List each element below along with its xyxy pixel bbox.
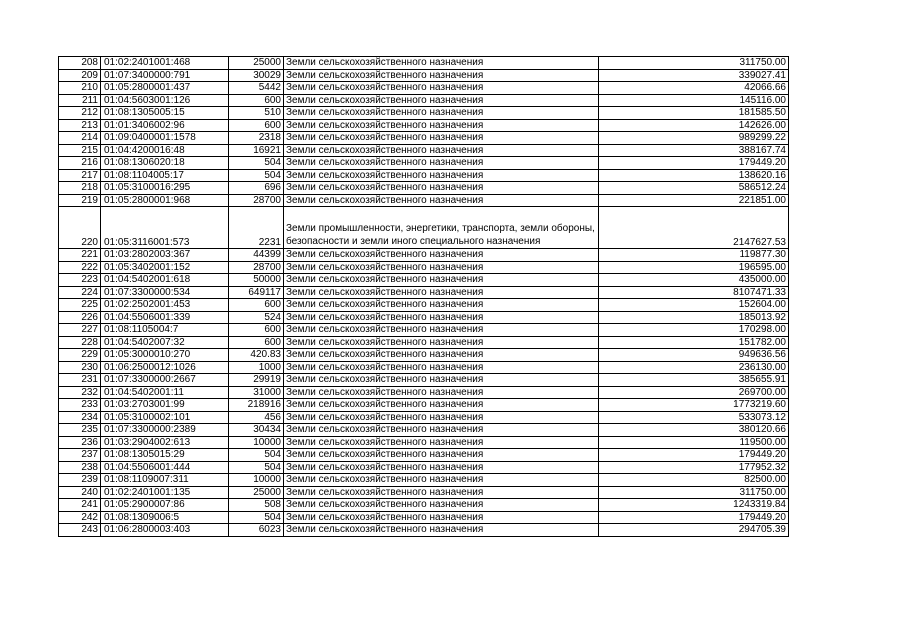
row-number-cell: 212 — [59, 107, 101, 120]
area-cell: 2231 — [229, 207, 284, 249]
cadastral-value-cell: 221851.00 — [599, 194, 789, 207]
cadastral-value-cell: 119500.00 — [599, 436, 789, 449]
area-cell: 44399 — [229, 249, 284, 262]
land-category-cell: Земли сельскохозяйственного назначения — [284, 144, 599, 157]
cadastral-value-cell: 179449.20 — [599, 511, 789, 524]
table-row — [59, 157, 789, 170]
land-category-cell: Земли сельскохозяйственного назначения — [284, 349, 599, 362]
row-number-cell: 219 — [59, 194, 101, 207]
table-row — [59, 311, 789, 324]
cadastral-number-cell: 01:05:3116001:573 — [101, 207, 229, 249]
land-category-cell: Земли сельскохозяйственного назначения — [284, 411, 599, 424]
table-row — [59, 194, 789, 207]
area-cell: 30029 — [229, 69, 284, 82]
cadastral-number-cell: 01:04:5402007:32 — [101, 336, 229, 349]
cadastral-value-cell: 269700.00 — [599, 386, 789, 399]
table-row — [59, 524, 789, 537]
table-row — [59, 499, 789, 512]
table-row — [59, 436, 789, 449]
area-cell: 600 — [229, 324, 284, 337]
land-category-cell: Земли сельскохозяйственного назначения — [284, 311, 599, 324]
cadastral-value-cell: 236130.00 — [599, 361, 789, 374]
land-category-cell: Земли сельскохозяйственного назначения — [284, 336, 599, 349]
cadastral-value-cell: 385655.91 — [599, 374, 789, 387]
land-category-cell: Земли сельскохозяйственного назначения — [284, 274, 599, 287]
area-cell: 6023 — [229, 524, 284, 537]
row-number-cell: 213 — [59, 119, 101, 132]
row-number-cell: 224 — [59, 286, 101, 299]
row-number-cell: 235 — [59, 424, 101, 437]
land-category-cell: Земли сельскохозяйственного назначения — [284, 324, 599, 337]
cadastral-value-cell: 145116.00 — [599, 94, 789, 107]
table-row — [59, 182, 789, 195]
cadastral-number-cell: 01:07:3300000:2667 — [101, 374, 229, 387]
cadastral-number-cell: 01:07:3300000:2389 — [101, 424, 229, 437]
row-number-cell: 236 — [59, 436, 101, 449]
cadastral-value-cell: 181585.50 — [599, 107, 789, 120]
area-cell: 508 — [229, 499, 284, 512]
cadastral-number-cell: 01:03:2802003:367 — [101, 249, 229, 262]
cadastral-value-cell: 119877.30 — [599, 249, 789, 262]
cadastral-number-cell: 01:04:5506001:339 — [101, 311, 229, 324]
land-category-cell: Земли сельскохозяйственного назначения — [284, 249, 599, 262]
cadastral-number-cell: 01:03:2904002:613 — [101, 436, 229, 449]
table-row — [59, 511, 789, 524]
land-category-cell: Земли сельскохозяйственного назначения — [284, 424, 599, 437]
land-category-cell: Земли сельскохозяйственного назначения — [284, 361, 599, 374]
cadastral-number-cell: 01:05:3100016:295 — [101, 182, 229, 195]
land-category-cell: Земли сельскохозяйственного назначения — [284, 386, 599, 399]
table-row — [59, 249, 789, 262]
land-category-cell: Земли сельскохозяйственного назначения — [284, 132, 599, 145]
row-number-cell: 231 — [59, 374, 101, 387]
table-row — [59, 411, 789, 424]
row-number-cell: 240 — [59, 486, 101, 499]
table-row — [59, 107, 789, 120]
table-row — [59, 336, 789, 349]
table-row — [59, 261, 789, 274]
row-number-cell: 229 — [59, 349, 101, 362]
table-row — [59, 82, 789, 95]
cadastral-value-cell: 435000.00 — [599, 274, 789, 287]
row-number-cell: 214 — [59, 132, 101, 145]
table-row — [59, 449, 789, 462]
cadastral-number-cell: 01:05:2800001:437 — [101, 82, 229, 95]
land-category-cell: Земли сельскохозяйственного назначения — [284, 474, 599, 487]
land-category-cell: Земли сельскохозяйственного назначения — [284, 449, 599, 462]
area-cell: 600 — [229, 336, 284, 349]
row-number-cell: 243 — [59, 524, 101, 537]
row-number-cell: 239 — [59, 474, 101, 487]
land-category-cell: Земли сельскохозяйственного назначения — [284, 374, 599, 387]
area-cell: 504 — [229, 511, 284, 524]
land-category-cell: Земли сельскохозяйственного назначения — [284, 119, 599, 132]
land-category-cell: Земли промышленности, энергетики, транспорта, земли обороны, безопасности и земли иного специального назначения — [284, 207, 599, 249]
cadastral-number-cell: 01:06:2500012:1026 — [101, 361, 229, 374]
land-category-cell: Земли сельскохозяйственного назначения — [284, 524, 599, 537]
row-number-cell: 220 — [59, 207, 101, 249]
cadastral-number-cell: 01:07:3400000:791 — [101, 69, 229, 82]
cadastral-value-cell: 1773219.60 — [599, 399, 789, 412]
row-number-cell: 225 — [59, 299, 101, 312]
area-cell: 10000 — [229, 436, 284, 449]
table-row — [59, 274, 789, 287]
land-category-cell: Земли сельскохозяйственного назначения — [284, 82, 599, 95]
area-cell: 10000 — [229, 474, 284, 487]
land-category-cell: Земли сельскохозяйственного назначения — [284, 499, 599, 512]
cadastral-value-cell: 151782.00 — [599, 336, 789, 349]
land-category-cell: Земли сельскохозяйственного назначения — [284, 157, 599, 170]
table-row — [59, 94, 789, 107]
land-category-cell: Земли сельскохозяйственного назначения — [284, 194, 599, 207]
table-row — [59, 349, 789, 362]
table-row — [59, 207, 789, 249]
land-category-cell: Земли сельскохозяйственного назначения — [284, 261, 599, 274]
cadastral-value-cell: 185013.92 — [599, 311, 789, 324]
area-cell: 29919 — [229, 374, 284, 387]
land-category-cell: Земли сельскохозяйственного назначения — [284, 182, 599, 195]
area-cell: 25000 — [229, 57, 284, 70]
area-cell: 649117 — [229, 286, 284, 299]
area-cell: 600 — [229, 94, 284, 107]
cadastral-value-cell: 949636.56 — [599, 349, 789, 362]
cadastral-number-cell: 01:08:1105004:7 — [101, 324, 229, 337]
cadastral-number-cell: 01:05:3402001:152 — [101, 261, 229, 274]
cadastral-value-cell: 586512.24 — [599, 182, 789, 195]
table-row — [59, 144, 789, 157]
cadastral-number-cell: 01:01:3406002:96 — [101, 119, 229, 132]
row-number-cell: 232 — [59, 386, 101, 399]
cadastral-value-cell: 179449.20 — [599, 449, 789, 462]
cadastral-number-cell: 01:08:1309006:5 — [101, 511, 229, 524]
land-category-cell: Земли сельскохозяйственного назначения — [284, 461, 599, 474]
land-category-cell: Земли сельскохозяйственного назначения — [284, 299, 599, 312]
table-row — [59, 424, 789, 437]
cadastral-value-cell: 8107471.33 — [599, 286, 789, 299]
cadastral-number-cell: 01:06:2800003:403 — [101, 524, 229, 537]
row-number-cell: 208 — [59, 57, 101, 70]
row-number-cell: 223 — [59, 274, 101, 287]
table-row — [59, 486, 789, 499]
table-row — [59, 69, 789, 82]
cadastral-number-cell: 01:02:2401001:468 — [101, 57, 229, 70]
cadastral-number-cell: 01:08:1306020:18 — [101, 157, 229, 170]
row-number-cell: 221 — [59, 249, 101, 262]
cadastral-number-cell: 01:04:5402001:618 — [101, 274, 229, 287]
row-number-cell: 210 — [59, 82, 101, 95]
land-category-cell: Земли сельскохозяйственного назначения — [284, 107, 599, 120]
cadastral-value-cell: 2147627.53 — [599, 207, 789, 249]
row-number-cell: 242 — [59, 511, 101, 524]
cadastral-value-cell: 170298.00 — [599, 324, 789, 337]
row-number-cell: 218 — [59, 182, 101, 195]
land-category-cell: Земли сельскохозяйственного назначения — [284, 94, 599, 107]
area-cell: 28700 — [229, 261, 284, 274]
land-category-cell: Земли сельскохозяйственного назначения — [284, 169, 599, 182]
cadastral-number-cell: 01:04:5402001:11 — [101, 386, 229, 399]
table-row — [59, 57, 789, 70]
row-number-cell: 241 — [59, 499, 101, 512]
area-cell: 25000 — [229, 486, 284, 499]
cadastral-value-cell: 989299.22 — [599, 132, 789, 145]
table-row — [59, 461, 789, 474]
area-cell: 218916 — [229, 399, 284, 412]
area-cell: 696 — [229, 182, 284, 195]
row-number-cell: 215 — [59, 144, 101, 157]
cadastral-value-cell: 388167.74 — [599, 144, 789, 157]
area-cell: 504 — [229, 449, 284, 462]
area-cell: 600 — [229, 119, 284, 132]
area-cell: 456 — [229, 411, 284, 424]
row-number-cell: 222 — [59, 261, 101, 274]
cadastral-number-cell: 01:04:4200016:48 — [101, 144, 229, 157]
cadastral-number-cell: 01:05:3100002:101 — [101, 411, 229, 424]
cadastral-number-cell: 01:05:2800001:968 — [101, 194, 229, 207]
cadastral-number-cell: 01:02:2502001:453 — [101, 299, 229, 312]
land-category-cell: Земли сельскохозяйственного назначения — [284, 511, 599, 524]
cadastral-value-cell: 152604.00 — [599, 299, 789, 312]
cadastral-number-cell: 01:08:1109007:311 — [101, 474, 229, 487]
cadastral-number-cell: 01:08:1305005:15 — [101, 107, 229, 120]
land-category-cell: Земли сельскохозяйственного назначения — [284, 57, 599, 70]
cadastral-value-cell: 196595.00 — [599, 261, 789, 274]
row-number-cell: 211 — [59, 94, 101, 107]
cadastral-number-cell: 01:02:2401001:135 — [101, 486, 229, 499]
row-number-cell: 226 — [59, 311, 101, 324]
land-category-cell: Земли сельскохозяйственного назначения — [284, 286, 599, 299]
area-cell: 30434 — [229, 424, 284, 437]
cadastral-value-cell: 294705.39 — [599, 524, 789, 537]
cadastral-number-cell: 01:09:0400001:1578 — [101, 132, 229, 145]
area-cell: 504 — [229, 157, 284, 170]
area-cell: 16921 — [229, 144, 284, 157]
area-cell: 1000 — [229, 361, 284, 374]
cadastral-value-cell: 138620.16 — [599, 169, 789, 182]
cadastral-number-cell: 01:03:2703001:99 — [101, 399, 229, 412]
area-cell: 2318 — [229, 132, 284, 145]
area-cell: 31000 — [229, 386, 284, 399]
table-row — [59, 399, 789, 412]
cadastral-number-cell: 01:04:5603001:126 — [101, 94, 229, 107]
cadastral-value-cell: 142626.00 — [599, 119, 789, 132]
cadastral-number-cell: 01:08:1104005:17 — [101, 169, 229, 182]
row-number-cell: 233 — [59, 399, 101, 412]
row-number-cell: 238 — [59, 461, 101, 474]
row-number-cell: 209 — [59, 69, 101, 82]
cadastral-value-cell: 42066.66 — [599, 82, 789, 95]
cadastral-value-cell: 311750.00 — [599, 57, 789, 70]
cadastral-number-cell: 01:05:3000010:270 — [101, 349, 229, 362]
land-category-cell: Земли сельскохозяйственного назначения — [284, 436, 599, 449]
row-number-cell: 228 — [59, 336, 101, 349]
table-row — [59, 474, 789, 487]
cadastral-value-cell: 380120.66 — [599, 424, 789, 437]
cadastral-number-cell: 01:07:3300000:534 — [101, 286, 229, 299]
table-body — [59, 57, 789, 537]
table-row — [59, 169, 789, 182]
area-cell: 420.83 — [229, 349, 284, 362]
cadastral-value-cell: 179449.20 — [599, 157, 789, 170]
table-row — [59, 361, 789, 374]
area-cell: 510 — [229, 107, 284, 120]
cadastral-value-cell: 177952.32 — [599, 461, 789, 474]
cadastral-value-cell: 533073.12 — [599, 411, 789, 424]
row-number-cell: 217 — [59, 169, 101, 182]
land-category-cell: Земли сельскохозяйственного назначения — [284, 69, 599, 82]
table-row — [59, 132, 789, 145]
land-category-cell: Земли сельскохозяйственного назначения — [284, 399, 599, 412]
cadastral-number-cell: 01:08:1305015:29 — [101, 449, 229, 462]
cadastral-value-cell: 82500.00 — [599, 474, 789, 487]
area-cell: 504 — [229, 169, 284, 182]
table-row — [59, 299, 789, 312]
table-row — [59, 119, 789, 132]
cadastral-value-cell: 1243319.84 — [599, 499, 789, 512]
cadastral-number-cell: 01:04:5506001:444 — [101, 461, 229, 474]
area-cell: 600 — [229, 299, 284, 312]
area-cell: 524 — [229, 311, 284, 324]
table-row — [59, 374, 789, 387]
table-row — [59, 386, 789, 399]
table-row — [59, 324, 789, 337]
table-row — [59, 286, 789, 299]
cadastral-number-cell: 01:05:2900007:86 — [101, 499, 229, 512]
row-number-cell: 237 — [59, 449, 101, 462]
row-number-cell: 230 — [59, 361, 101, 374]
land-plots-table — [58, 56, 789, 537]
row-number-cell: 216 — [59, 157, 101, 170]
row-number-cell: 227 — [59, 324, 101, 337]
area-cell: 5442 — [229, 82, 284, 95]
land-category-cell: Земли сельскохозяйственного назначения — [284, 486, 599, 499]
area-cell: 504 — [229, 461, 284, 474]
area-cell: 28700 — [229, 194, 284, 207]
cadastral-value-cell: 339027.41 — [599, 69, 789, 82]
row-number-cell: 234 — [59, 411, 101, 424]
area-cell: 50000 — [229, 274, 284, 287]
cadastral-value-cell: 311750.00 — [599, 486, 789, 499]
